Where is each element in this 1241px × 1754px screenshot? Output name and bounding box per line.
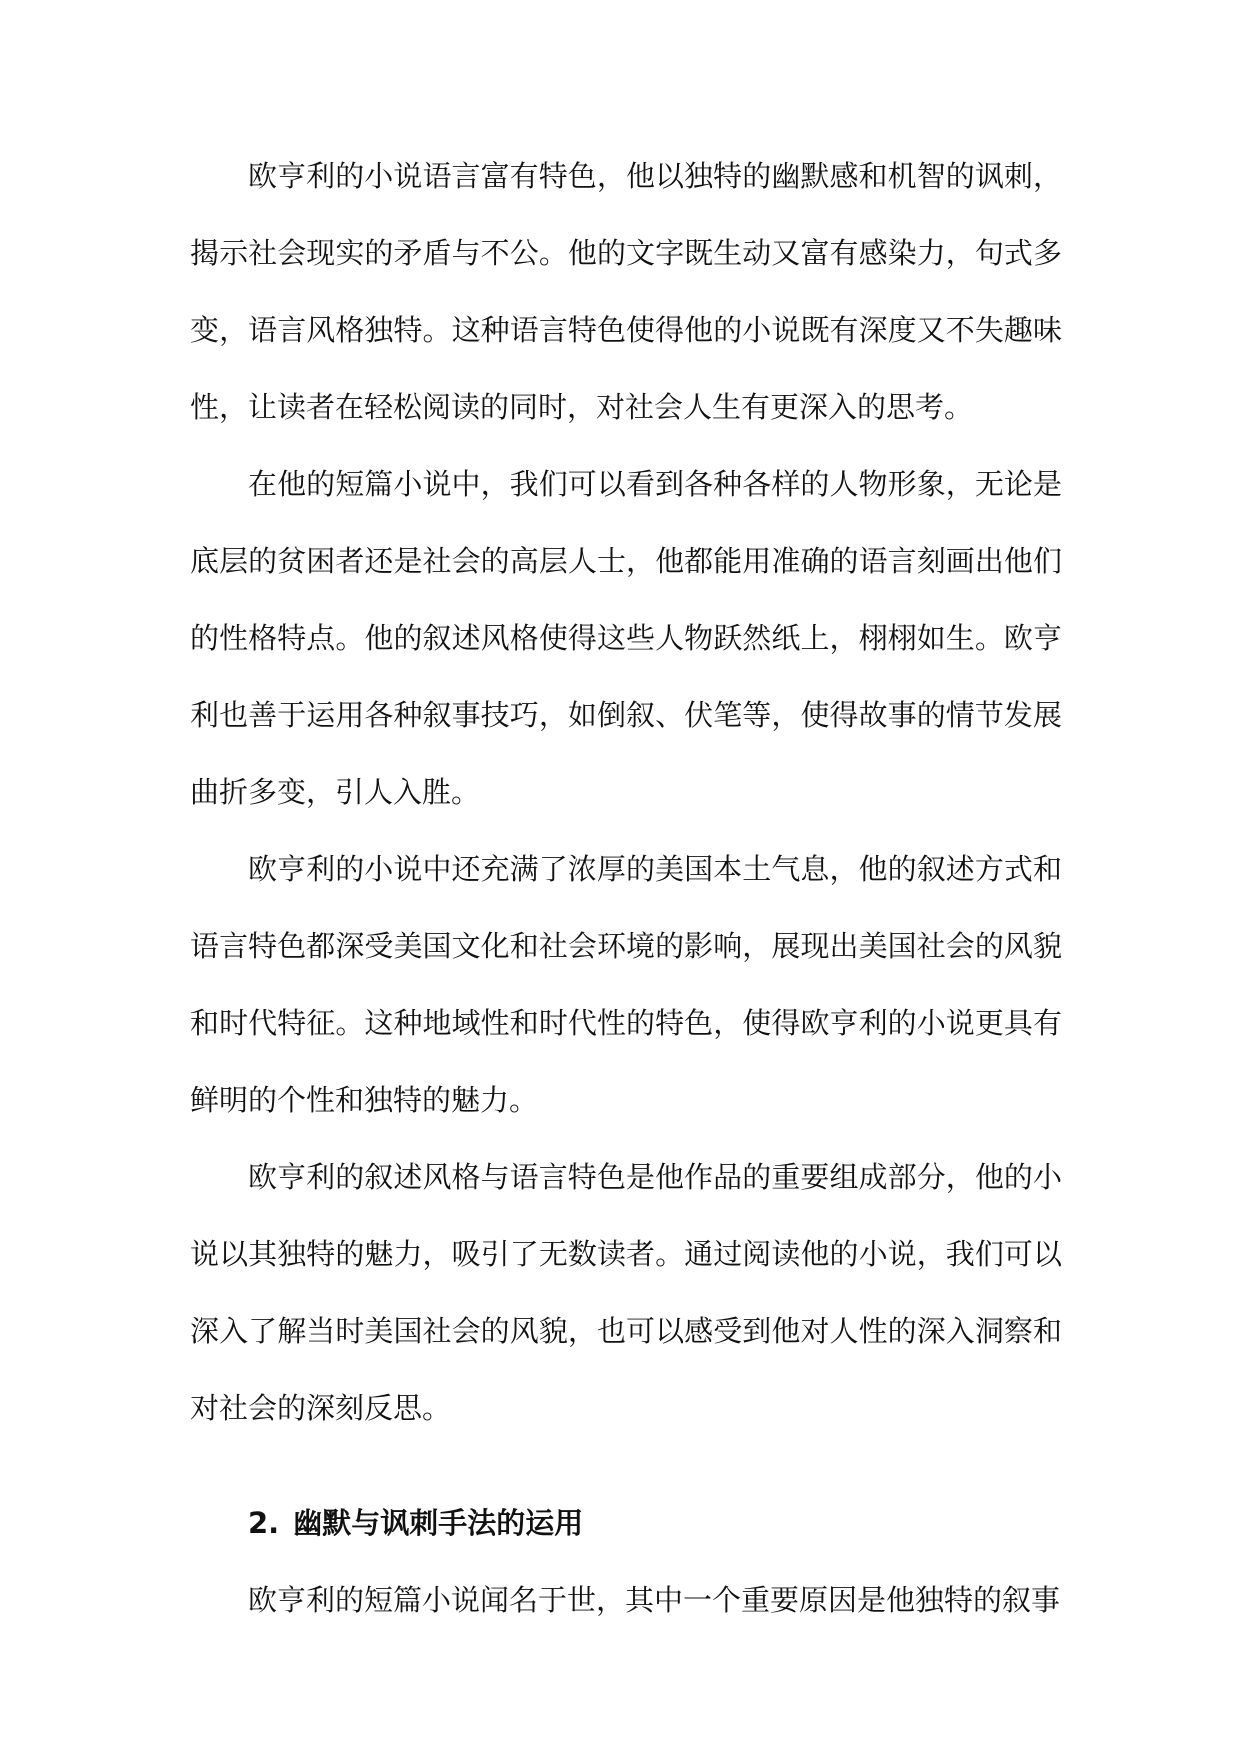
section-title: 幽默与讽刺手法的运用 <box>293 1506 584 1540</box>
paragraph-section-start: 欧亨利的短篇小说闻名于世，其中一个重要原因是他独特的叙事 <box>248 1583 1061 1617</box>
section-heading <box>190 1485 1062 1562</box>
paragraph-summary: 欧亨利的叙述风格与语言特色是他作品的重要组成部分，他的小说以其独特的魅力，吸引了无数读者。通过阅读他的小说，我们可以深入了解当时美国社会的风貌，也可以感受到他对人性的深入洞察和对社会的深刻反思。 <box>190 1160 1062 1425</box>
paragraph-characters: 在他的短篇小说中，我们可以看到各种各样的人物形象，无论是底层的贫困者还是社会的高层人士，他都能用准确的语言刻画出他们的性格特点。他的叙述风格使得这些人物跃然纸上，栩栩如生。欧亨利也善于运用各种叙事技巧，如倒叙、伏笔等，使得故事的情节发展曲折多变，引人入胜。 <box>190 467 1062 809</box>
document-body <box>190 138 1062 1639</box>
paragraph-american-flavor: 欧亨利的小说中还充满了浓厚的美国本土气息，他的叙述方式和语言特色都深受美国文化和社会环境的影响，展现出美国社会的风貌和时代特征。这种地域性和时代性的特色，使得欧亨利的小说更具有鲜明的个性和独特的魅力。 <box>190 852 1062 1117</box>
section-number: 2. <box>248 1506 280 1540</box>
paragraph-language-style: 欧亨利的小说语言富有特色，他以独特的幽默感和机智的讽刺，揭示社会现实的矛盾与不公。他的文字既生动又富有感染力，句式多变，语言风格独特。这种语言特色使得他的小说既有深度又不失趣味性，让读者在轻松阅读的同时，对社会人生有更深入的思考。 <box>190 159 1062 424</box>
